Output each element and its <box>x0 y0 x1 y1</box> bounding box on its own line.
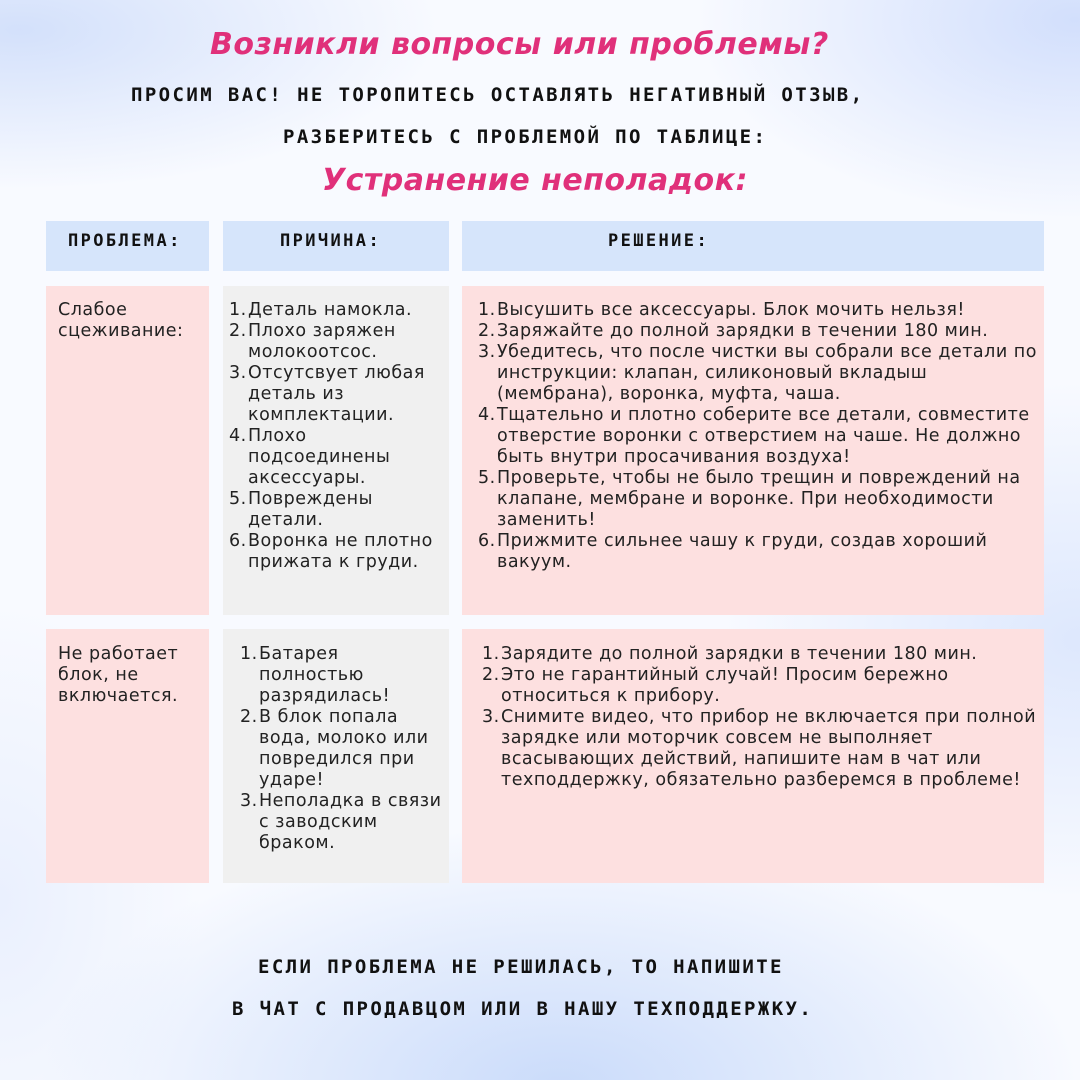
column-header-cause-label: ПРИЧИНА: <box>280 231 382 251</box>
column-header-cause <box>223 221 449 271</box>
list-item: Плохо заряжен молокоотсос. <box>248 321 396 362</box>
column-header-problem <box>46 221 209 271</box>
list-item: Высушить все аксессуары. Блок мочить нельзя! <box>497 300 965 320</box>
column-header-solution-label: РЕШЕНИЕ: <box>608 231 710 251</box>
row-1-cause-cell <box>223 286 449 615</box>
list-item: Прижмите сильнее чашу к груди, создав хороший вакуум. <box>497 531 988 572</box>
footer-line-1: ЕСЛИ ПРОБЛЕМА НЕ РЕШИЛАСЬ, ТО НАПИШИТЕ <box>258 956 784 978</box>
request-line-1: ПРОСИМ ВАС! НЕ ТОРОПИТЕСЬ ОСТАВЛЯТЬ НЕГАТИВНЫЙ ОТЗЫВ, <box>131 84 865 106</box>
row-2-cause-list <box>259 644 449 854</box>
list-item: Отсутсвует любая деталь из комплектации. <box>248 363 425 425</box>
list-item: Плохо подсоединены аксессуары. <box>248 426 391 488</box>
page-title: Возникли вопросы или проблемы? <box>210 27 829 62</box>
column-header-solution <box>462 221 1044 271</box>
row-1-cause-list <box>248 300 447 573</box>
section-title: Устранение неполадок: <box>322 163 748 198</box>
column-header-problem-label: ПРОБЛЕМА: <box>68 231 182 251</box>
list-item: Неполадка в связи с заводским браком. <box>259 791 442 853</box>
list-item: Снимите видео, что прибор не включается при полной зарядке или моторчик совсем не выполняет всасывающих действий, напишите нам в чат или техподдержку, обязательно разберемся в проблеме! <box>501 707 1037 790</box>
list-item: Заряжайте до полной зарядки в течении 180 мин. <box>497 321 989 341</box>
list-item: Тщательно и плотно соберите все детали, совместите отверстие воронки с отверстием на чаше. Не должно быть внутри просачивания воздуха! <box>497 405 1030 467</box>
request-line-2: РАЗБЕРИТЕСЬ С ПРОБЛЕМОЙ ПО ТАБЛИЦЕ: <box>283 126 768 148</box>
list-item: Воронка не плотно прижата к груди. <box>248 531 433 572</box>
row-1-problem-cell <box>46 286 209 615</box>
list-item: Зарядите до полной зарядки в течении 180 мин. <box>501 644 978 664</box>
row-1-problem: Слабое сцеживание: <box>58 300 184 341</box>
row-2-cause-cell <box>223 629 449 883</box>
list-item: Деталь намокла. <box>248 300 413 320</box>
list-item: Проверьте, чтобы не было трещин и повреждений на клапане, мембране и воронке. При необходимости заменить! <box>497 468 1021 530</box>
footer-line-2: В ЧАТ С ПРОДАВЦОМ ИЛИ В НАШУ ТЕХПОДДЕРЖКУ. <box>232 998 814 1020</box>
list-item: Повреждены детали. <box>248 489 373 530</box>
list-item: Батарея полностью разрядилась! <box>259 644 391 706</box>
row-1-solution-list <box>497 300 1042 573</box>
list-item: Это не гарантийный случай! Просим бережно относиться к прибору. <box>501 665 949 706</box>
row-2-solution-list <box>501 644 1042 791</box>
row-1-solution-cell <box>462 286 1044 615</box>
row-2-solution-cell <box>462 629 1044 883</box>
list-item: В блок попала вода, молоко или повредился при ударе! <box>259 707 429 790</box>
list-item: Убедитесь, что после чистки вы собрали все детали по инструкции: клапан, силиконовый вкладыш (мембрана), воронка, муфта, чаша. <box>497 342 1037 404</box>
row-2-problem: Не работает блок, не включается. <box>58 644 179 706</box>
row-2-problem-cell <box>46 629 209 883</box>
